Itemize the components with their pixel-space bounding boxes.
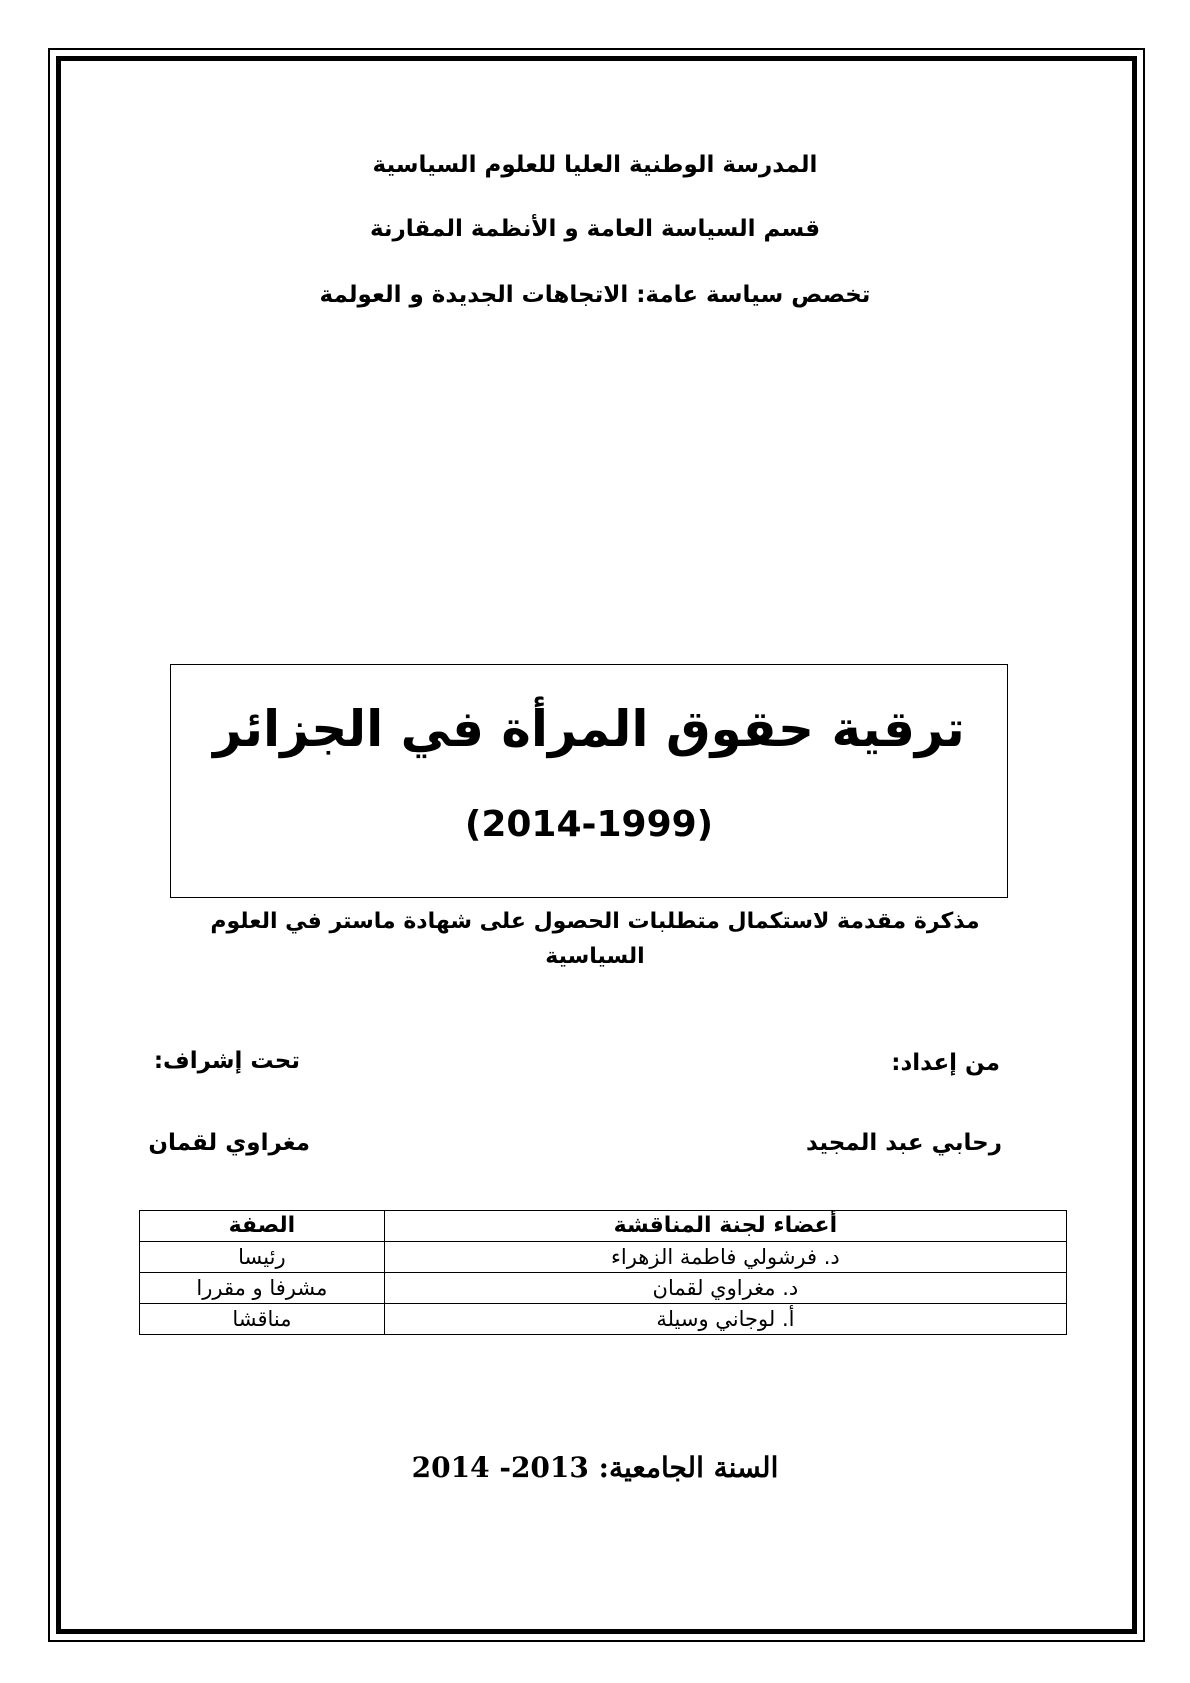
committee-member: أ. لوجاني وسيلة xyxy=(384,1304,1066,1335)
prepared-by-label: من إعداد: xyxy=(891,1050,1000,1076)
academic-year: السنة الجامعية: 2013- 2014 xyxy=(411,1451,779,1484)
table-row xyxy=(140,1273,1067,1304)
committee-role: مناقشا xyxy=(140,1304,385,1335)
supervisor-label: تحت إشراف: xyxy=(153,1048,300,1074)
thesis-description: مذكرة مقدمة لاستكمال متطلبات الحصول على شهادة ماستر في العلوم السياسية xyxy=(210,909,980,969)
title-box xyxy=(170,664,1008,898)
thesis-period: (2014-1999) xyxy=(464,804,714,845)
committee-role: مشرفا و مقررا xyxy=(140,1273,385,1304)
specialty-name: تخصص سياسة عامة: الاتجاهات الجديدة و العولمة xyxy=(319,282,871,308)
committee-member: د. فرشولي فاطمة الزهراء xyxy=(384,1242,1066,1273)
committee-table xyxy=(139,1210,1067,1335)
supervisor-name: مغراوي لقمان xyxy=(148,1130,310,1156)
committee-role: رئيسا xyxy=(140,1242,385,1273)
school-name: المدرسة الوطنية العليا للعلوم السياسية xyxy=(372,152,818,178)
committee-header-member: أعضاء لجنة المناقشة xyxy=(384,1211,1066,1242)
table-row xyxy=(140,1242,1067,1273)
table-row xyxy=(140,1304,1067,1335)
committee-header-row xyxy=(140,1211,1067,1242)
committee-member: د. مغراوي لقمان xyxy=(384,1273,1066,1304)
committee-header-role: الصفة xyxy=(140,1211,385,1242)
student-name: رحابي عبد المجيد xyxy=(806,1130,1002,1156)
thesis-title: ترقية حقوق المرأة في الجزائر xyxy=(213,700,965,758)
department-name: قسم السياسة العامة و الأنظمة المقارنة xyxy=(369,216,821,242)
